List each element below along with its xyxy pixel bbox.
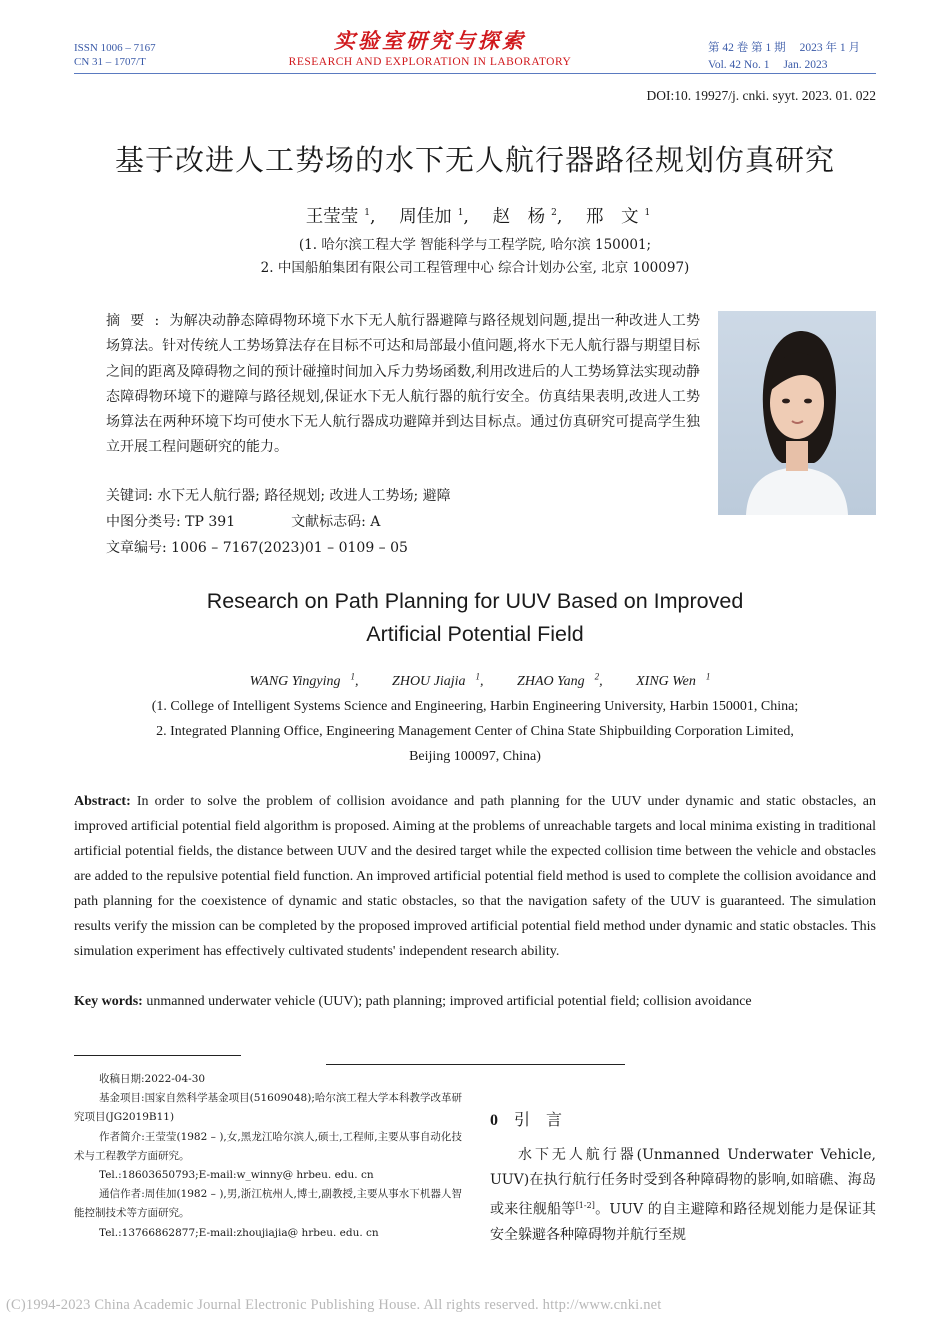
issue-info bbox=[708, 40, 876, 74]
affiliation-line: Beijing 100097, China) bbox=[409, 749, 541, 764]
abstract-cn bbox=[106, 309, 700, 461]
volume-cn: 第 42 卷 第 1 期 bbox=[708, 42, 786, 54]
section-heading-intro bbox=[490, 1107, 578, 1130]
footnotes bbox=[74, 1070, 462, 1243]
abstract-cn-text: 为解决动静态障碍物环境下水下无人航行器避障与路径规划问题,提出一种改进人工势场算法。针对传统人工势场算法存在目标不可达和局部最小值问题,将水下无人航行器与期望目标之间的距离及障碍物之间的预计碰撞时间加入斥力势场函数,利用改进后的人工势场算法实现动静态障碍物环境下的避障与路径规划,保证水下无人航行器的航行安全。仿真结果表明,改进人工势场算法在两种环境下均可使水下无人航行器成功避障并到达目标点。通过仿真研究可提高学生独立开展工程问题研究的能力。 bbox=[106, 313, 701, 456]
paper-title-cn: 基于改进人工势场的水下无人航行器路径规划仿真研究 bbox=[114, 143, 835, 177]
author-en: WANG Yingying $^1$, bbox=[249, 671, 359, 689]
abstract-cn-label: 摘要: bbox=[106, 313, 170, 329]
keywords-en-label: Key words: bbox=[74, 994, 143, 1009]
citation-ref[interactable]: [1-2] bbox=[575, 1201, 595, 1210]
footnote-funding: 基金项目:国家自然科学基金项目(51609048);哈尔滨工程大学本科教学改革研究项目(JG2019B11) bbox=[74, 1092, 462, 1124]
affiliation-line: (1. College of Intelligent Systems Science and Engineering, Harbin Engineering University, Harbin 150001, China; bbox=[151, 699, 799, 714]
footnote-corresponding: 通信作者:周佳加(1982 – ),男,浙江杭州人,博士,副教授,主要从事水下机器人智能控制技术等方面研究。 bbox=[74, 1188, 462, 1220]
footnote-received: 收稿日期:2022-04-30 bbox=[99, 1073, 206, 1085]
footnote-author-bio: 作者简介:王莹莹(1982 – ),女,黑龙江哈尔滨人,硕士,工程师,主要从事自动化技术与工程教学方面研究。 bbox=[74, 1130, 462, 1162]
paper-title-en bbox=[0, 585, 950, 651]
footnote-corresponding-contact[interactable]: Tel.:13766862877;E-mail:zhoujiajia@ hrbeu. edu. cn bbox=[99, 1226, 379, 1239]
author-cn: 周佳加 $^1$, bbox=[399, 207, 469, 227]
intro-paragraph: 水下无人航行器(Unmanned Underwater Vehicle, UUV)在执行航行任务时受到各种障碍物的影响,如暗礁、海岛或来往舰船等[1-2]。UUV 的自主避障和路径规划能力是保证其安全躲避各种障碍物并航行至规 bbox=[490, 1147, 876, 1243]
journal-name-en: RESEARCH AND EXPLORATION IN LABORATORY bbox=[288, 56, 572, 68]
cn-number: CN 31 – 1707/T bbox=[74, 56, 146, 68]
footnote-rule bbox=[74, 1055, 241, 1056]
author-cn: 王莹莹 $^1$, bbox=[305, 207, 376, 227]
issn: ISSN 1006 – 7167 bbox=[74, 42, 156, 54]
affiliation-line: 2. 中国船舶集团有限公司工程管理中心 综合计划办公室, 北京 100097) bbox=[260, 260, 690, 276]
author-cn: 邢 文 $^1$ bbox=[585, 207, 651, 227]
affiliations-cn bbox=[0, 234, 950, 280]
author-photo bbox=[718, 311, 876, 515]
affiliations-en bbox=[0, 694, 950, 769]
clc-number: 中图分类号: TP 391 bbox=[106, 514, 236, 530]
author-en: ZHOU Jiajia $^1$, bbox=[392, 671, 484, 689]
copyright-watermark: (C)1994-2023 China Academic Journal Electronic Publishing House. All rights reserved. http://www.cnki.net bbox=[6, 1297, 662, 1313]
abstract-en-text: In order to solve the problem of collision avoidance and path planning for the UUV under dynamic and static obstacles, an improved artificial potential field algorithm is proposed. Aiming at the problems of unreachable targets and local minima existing in traditional artificial potential fields, the distance between UUV and the desired target while the expected collision time between the vehicle and obstacles are added to the repulsive potential field function. An improved artificial potential field method is used to complete the collision avoidance and path planning for the coexistence of dynamic and static obstacles, so that the navigation safety of the UUV is guaranteed. The simulation results verify the mission can be completed by the proposed improved artificial potential field method under dynamic and static obstacles. This simulation experiment has effectively cultivated students' independent research ability. bbox=[74, 794, 877, 959]
author-list-en bbox=[0, 671, 950, 690]
date-en: Jan. 2023 bbox=[783, 59, 828, 71]
journal-masthead bbox=[250, 28, 610, 68]
section-number: 0 bbox=[490, 1112, 498, 1129]
header-rule bbox=[74, 73, 876, 74]
issn-block bbox=[74, 41, 156, 69]
document-code: 文献标志码: A bbox=[291, 514, 381, 530]
keywords-cn: 关键词: 水下无人航行器; 路径规划; 改进人工势场; 避障 bbox=[106, 488, 451, 504]
classification-line bbox=[106, 511, 380, 531]
volume-en: Vol. 42 No. 1 bbox=[708, 59, 770, 71]
affiliation-line: 2. Integrated Planning Office, Engineering Management Center of China State Shipbuilding Corporation Limited, bbox=[156, 724, 794, 739]
keywords-en bbox=[74, 989, 876, 1014]
abstract-en bbox=[74, 789, 876, 964]
journal-name-cn: 实验室研究与探索 bbox=[334, 28, 526, 53]
date-cn: 2023 年 1 月 bbox=[799, 42, 860, 54]
title-en-line: Artificial Potential Field bbox=[366, 622, 584, 646]
article-number: 文章编号: 1006 – 7167(2023)01 – 0109 – 05 bbox=[106, 540, 408, 556]
keywords-en-text: unmanned underwater vehicle (UUV); path planning; improved artificial potential field; collision avoidance bbox=[146, 994, 752, 1009]
title-en-line: Research on Path Planning for UUV Based on Improved bbox=[206, 589, 744, 613]
author-en: XING Wen $^1$ bbox=[636, 671, 711, 689]
affiliation-line: (1. 哈尔滨工程大学 智能科学与工程学院, 哈尔滨 150001; bbox=[298, 237, 652, 253]
doi[interactable]: DOI:10. 19927/j. cnki. syyt. 2023. 01. 022 bbox=[646, 88, 876, 103]
abstract-rule bbox=[326, 1064, 625, 1065]
abstract-en-label: Abstract: bbox=[74, 794, 131, 809]
author-cn: 赵 杨 $^2$, bbox=[492, 207, 563, 227]
author-en: ZHAO Yang $^2$, bbox=[517, 671, 603, 689]
author-list-cn bbox=[0, 203, 950, 228]
footnote-author-contact[interactable]: Tel.:18603650793;E-mail:w_winny@ hrbeu. edu. cn bbox=[99, 1169, 374, 1182]
section-title: 引言 bbox=[514, 1110, 579, 1129]
